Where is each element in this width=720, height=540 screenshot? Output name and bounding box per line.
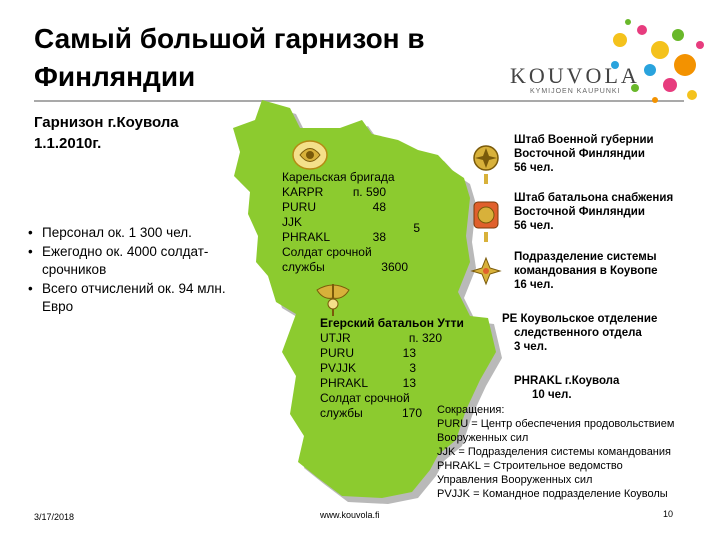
fact-revenue: • Всего отчислений ок. 94 млн. Евро [28,280,248,317]
karelian-conscripts-label: Солдат срочной [282,245,372,259]
karelian-brigade-title: Карельская бригада [282,170,395,184]
info-line: PHRAKL г.Коувола [514,375,620,387]
logo-subtitle: KYMIJOEN KAUPUNKI [530,88,621,95]
row-value: 5 [413,221,420,235]
page-title: Самый большой гарнизон в Финляндии [34,23,425,92]
row-label: службы [282,260,325,274]
info-line: Подразделение системы [514,251,657,263]
abbreviations-block [437,403,717,501]
info-line: 56 чел. [514,220,554,232]
row-label: PURU [282,200,317,214]
jaeger-battalion-title: Егерский батальон Утти [320,316,464,330]
row-value: 13 [402,376,416,390]
abbreviation-line: PURU = Центр обеспечения продовольствием [437,418,675,430]
info-military-province [514,133,714,175]
row-value: 48 [372,200,386,214]
karelian-brigade-block [282,170,442,275]
karelian-brigade-emblem-icon [290,138,330,172]
info-line: Восточной Финляндии [514,206,645,218]
karelian-row-puru [282,200,442,215]
karelian-row-karpr [282,185,442,200]
row-label: KARPR [282,185,324,199]
info-line: 10 чел. [532,389,572,401]
footer-date: 3/17/2018 [34,512,75,522]
jaeger-row-puru [320,346,492,361]
info-line: командования в Коувопе [514,265,658,277]
info-logistics-battalion [514,191,714,233]
info-line: 3 чел. [514,341,548,353]
footer-url: www.kouvola.fi [320,510,380,520]
row-value: п. 320 [408,331,442,345]
row-label: PHRAKL [282,230,331,244]
abbreviation-line: PHRAKL = Строительное ведомство [437,460,623,472]
row-value: 3 [409,361,416,375]
row-label: PURU [320,346,355,360]
karelian-row-conscripts [282,260,442,275]
info-line: Штаб батальона снабжения [514,192,674,204]
command-unit-emblem-icon [470,256,502,286]
row-label: PHRAKL [320,376,369,390]
row-value: п. 590 [352,185,386,199]
abbreviation-line: JJK = Подразделения системы командования [437,446,671,458]
abbreviations-heading: Сокращения: [437,404,505,416]
garrison-facts-list [28,224,248,317]
military-province-emblem-icon [470,142,502,186]
info-line: 56 чел. [514,162,554,174]
subtitle-line-2: 1.1.2010г. [34,135,102,152]
jaeger-conscripts-label: Солдат срочной [320,391,410,405]
abbreviation-line: Вооруженных сил [437,432,529,444]
jaeger-battalion-emblem-icon [313,278,353,318]
subtitle-line-1: Гарнизон г.Коувола [34,114,179,131]
row-value: 38 [372,230,386,244]
abbreviation-line: Управления Вооруженных сил [437,474,593,486]
info-investigation-department [502,312,712,354]
row-label: JJK [282,215,303,229]
info-line: Штаб Военной губернии [514,134,654,146]
fact-personnel: • Персонал ок. 1 300 чел. [28,224,248,243]
info-line: следственного отдела [514,327,642,339]
row-value: 13 [402,346,416,360]
row-label: UTJR [320,331,351,345]
fact-conscripts: • Ежегодно ок. 4000 солдат-срочников [28,243,248,280]
info-line: 16 чел. [514,279,554,291]
info-phrakl-kouvola [514,374,714,402]
row-value: 3600 [381,260,408,274]
row-value: 170 [401,406,422,420]
karelian-row-jjk [282,215,442,235]
abbreviation-line: PVJJK = Командное подразделение Коуволы [437,488,668,500]
info-command-unit [514,250,714,292]
jaeger-row-utjr [320,331,492,346]
row-label: службы [320,406,363,420]
logo-name: KOUVOLA [510,63,640,88]
page-number: 10 [663,509,674,519]
jaeger-row-phrakl [320,376,492,391]
row-label: PVJJK [320,361,357,375]
info-line: PE Коувольское отделение [502,313,658,325]
info-line: Восточной Финляндии [514,148,645,160]
jaeger-row-pvjjk [320,361,492,376]
logistics-battalion-emblem-icon [470,198,502,244]
